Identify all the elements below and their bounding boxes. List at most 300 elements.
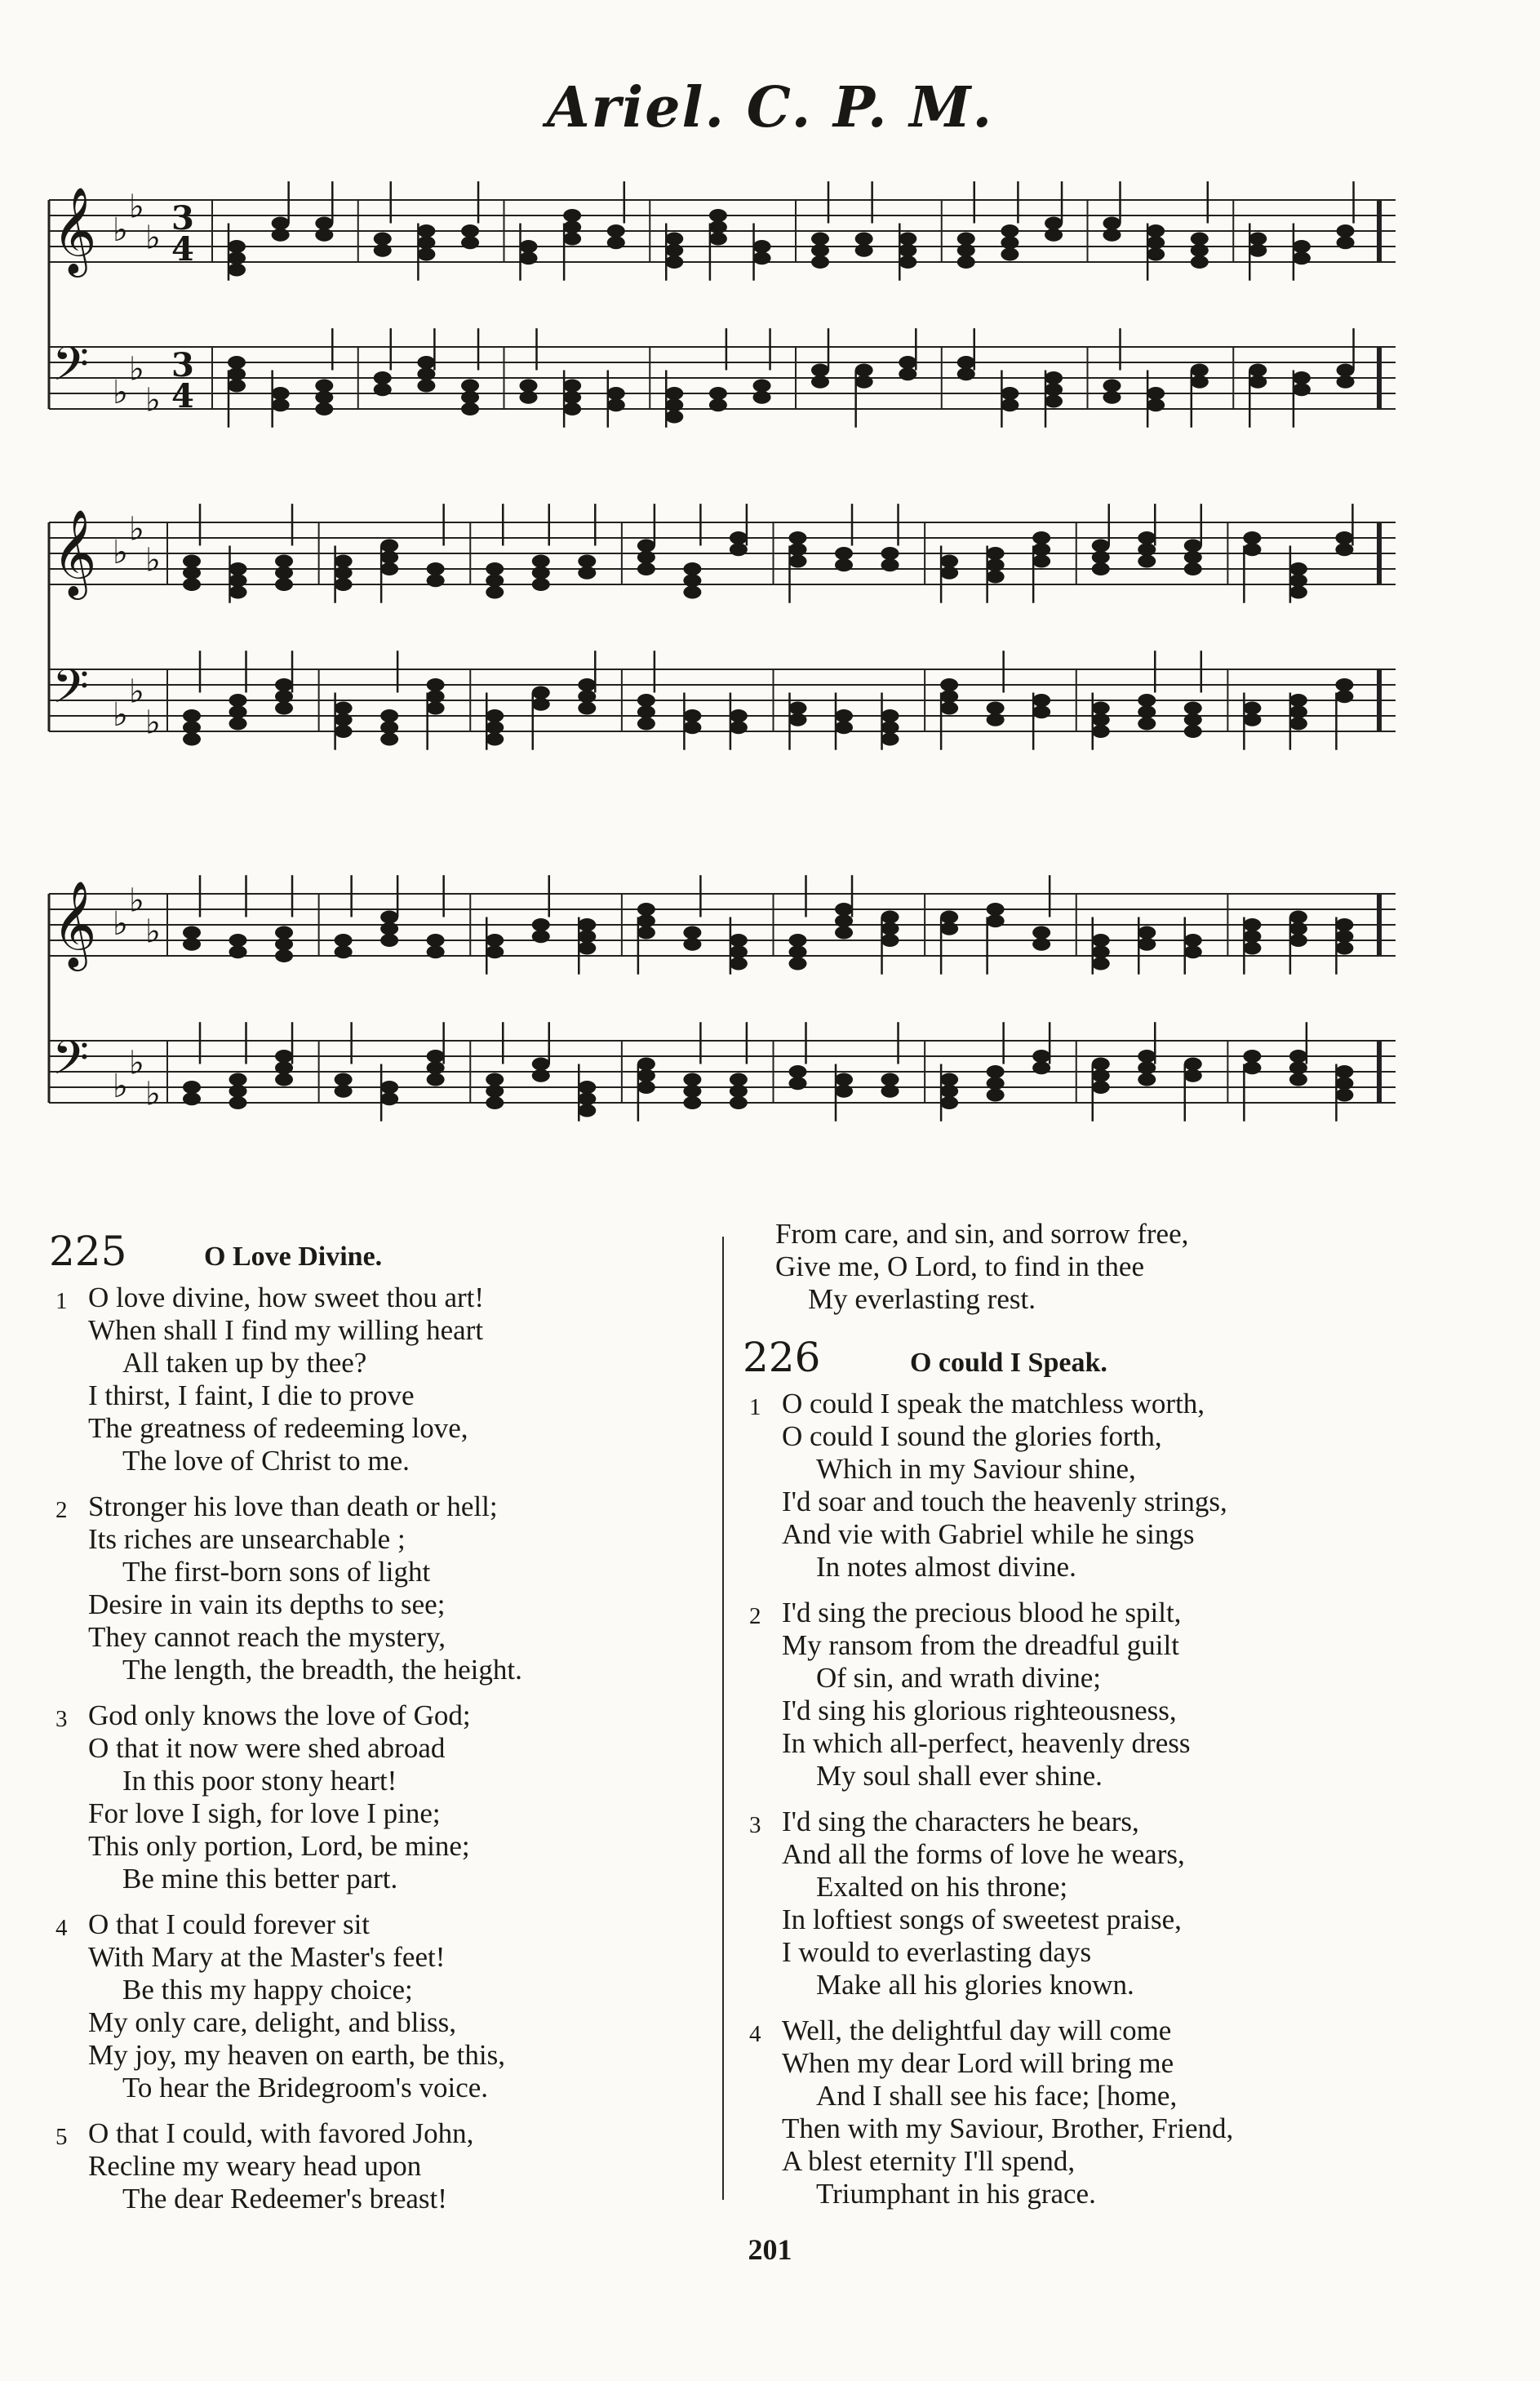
note-head-icon (709, 209, 727, 222)
note-head-icon (1045, 395, 1063, 408)
note-head-icon (957, 367, 975, 380)
note-head-icon (1147, 248, 1165, 261)
note-head-icon (835, 709, 853, 722)
note-head-icon (520, 240, 538, 253)
note-head-icon (427, 934, 445, 947)
bass-clef-icon: 𝄢 (52, 1030, 90, 1097)
note-head-icon (563, 220, 581, 233)
verse-line: I'd soar and touch the heavenly strings, (782, 1486, 1227, 1517)
note-head-icon (272, 217, 290, 230)
note-head-icon (380, 733, 398, 746)
note-head-icon (940, 566, 958, 580)
note-head-icon (789, 555, 807, 568)
note-head-icon (665, 398, 683, 411)
note-head-icon (899, 367, 916, 380)
verse-line: Desire in vain its depths to see; (88, 1588, 446, 1620)
note-head-icon (881, 911, 899, 924)
note-head-icon (987, 1065, 1005, 1078)
note-head-icon (1335, 543, 1353, 556)
verse-line: Of sin, and wrath divine; (816, 1662, 1101, 1694)
note-head-icon (1103, 217, 1121, 230)
flat-icon: ♭ (113, 374, 128, 411)
verse-line: For love I sigh, for love I pine; (88, 1797, 441, 1829)
note-head-icon (637, 705, 655, 718)
note-head-icon (1184, 551, 1202, 564)
note-head-icon (532, 698, 550, 711)
note-head-icon (1001, 398, 1019, 411)
note-head-icon (380, 934, 398, 947)
note-head-icon (1147, 236, 1165, 249)
note-head-icon (228, 380, 246, 393)
note-head-icon (520, 391, 538, 404)
note-head-icon (532, 1058, 550, 1071)
verse (49, 1908, 702, 2104)
music-system-1 (49, 184, 1396, 478)
note-head-icon (486, 562, 504, 575)
verse-line: In which all-perfect, heavenly dress (782, 1727, 1191, 1759)
verse-line: All taken up by thee? (122, 1347, 367, 1379)
note-head-icon (940, 1096, 958, 1109)
note-head-icon (532, 1069, 550, 1082)
note-head-icon (315, 380, 333, 393)
note-head-icon (811, 375, 829, 389)
verse-line: 1 O could I speak the matchless worth, (743, 1388, 1396, 1420)
note-head-icon (578, 1092, 596, 1105)
note-head-icon (427, 1073, 445, 1086)
note-head-icon (637, 914, 655, 927)
verse-line: My soul shall ever shine. (816, 1760, 1103, 1792)
verse (49, 1490, 702, 1686)
note-head-icon (987, 903, 1005, 916)
note-head-icon (899, 255, 916, 269)
time-signature-digit: 4 (171, 377, 194, 415)
verse-line: O could I sound the glories forth, (782, 1420, 1162, 1452)
note-head-icon (563, 209, 581, 222)
note-head-icon (1138, 543, 1156, 556)
note-head-icon (1184, 725, 1202, 738)
note-head-icon (1289, 1050, 1307, 1063)
verse-line: I'd sing his glorious righteousness, (782, 1695, 1177, 1726)
note-head-icon (380, 1092, 398, 1105)
note-head-icon (1032, 1050, 1050, 1063)
note-head-icon (183, 721, 201, 734)
verse (743, 2015, 1396, 2210)
note-head-icon (315, 391, 333, 404)
note-head-icon (486, 1096, 504, 1109)
note-head-icon (753, 380, 771, 393)
verse-line: They cannot reach the mystery, (88, 1621, 446, 1653)
note-head-icon (899, 356, 916, 369)
note-head-icon (1289, 586, 1307, 599)
note-head-icon (229, 705, 247, 718)
note-head-icon (461, 236, 479, 249)
note-head-icon (335, 702, 353, 715)
note-head-icon (380, 1081, 398, 1094)
verse-line: My everlasting rest. (808, 1283, 1036, 1315)
note-head-icon (532, 566, 550, 580)
note-head-icon (1138, 717, 1156, 731)
note-head-icon (987, 547, 1005, 560)
note-head-icon (709, 398, 727, 411)
note-head-icon (811, 364, 829, 377)
note-head-icon (881, 558, 899, 571)
note-head-icon (335, 945, 353, 958)
verse-line: Its riches are unsearchable ; (88, 1523, 406, 1555)
note-head-icon (1249, 364, 1267, 377)
verse-line: O that it now were shed abroad (88, 1732, 446, 1764)
note-head-icon (461, 224, 479, 238)
note-head-icon (637, 1081, 655, 1094)
note-head-icon (1335, 930, 1353, 943)
page-number: 201 (748, 2233, 792, 2266)
verse-line: From care, and sin, and sorrow free, (775, 1218, 1189, 1250)
note-head-icon (335, 934, 353, 947)
note-head-icon (417, 367, 435, 380)
note-head-icon (1001, 236, 1019, 249)
verse-line: And all the forms of love he wears, (782, 1838, 1185, 1870)
verse-line: Be mine this better part. (122, 1863, 398, 1895)
note-head-icon (789, 1065, 807, 1078)
verse-line: When shall I find my willing heart (88, 1314, 484, 1346)
note-head-icon (563, 233, 581, 246)
note-head-icon (709, 387, 727, 400)
note-head-icon (427, 1050, 445, 1063)
note-head-icon (940, 1085, 958, 1098)
hymn-title: O could I Speak. (910, 1348, 1107, 1378)
note-head-icon (855, 375, 873, 389)
note-head-icon (811, 244, 829, 257)
note-head-icon (1293, 371, 1311, 384)
note-head-icon (1335, 1065, 1353, 1078)
note-head-icon (1243, 918, 1261, 931)
flat-icon: ♭ (145, 219, 161, 257)
note-head-icon (1032, 705, 1050, 718)
flat-icon: ♭ (145, 1075, 161, 1113)
note-head-icon (1335, 690, 1353, 703)
verse-line: Triumphant in his grace. (816, 2178, 1096, 2210)
music-system-3 (49, 877, 1396, 1171)
verse-line: Be this my happy choice; (122, 1974, 413, 2006)
note-head-icon (275, 1061, 293, 1074)
note-head-icon (272, 229, 290, 242)
note-head-icon (532, 555, 550, 568)
note-head-icon (1092, 957, 1110, 971)
note-head-icon (1138, 1050, 1156, 1063)
verse-line: Then with my Saviour, Brother, Friend, (782, 2112, 1234, 2144)
note-head-icon (1289, 562, 1307, 575)
note-head-icon (835, 547, 853, 560)
flat-icon: ♭ (145, 381, 161, 420)
note-head-icon (987, 1089, 1005, 1102)
note-head-icon (380, 911, 398, 924)
note-head-icon (637, 540, 655, 553)
note-head-icon (789, 1077, 807, 1090)
note-head-icon (607, 398, 625, 411)
note-head-icon (835, 1085, 853, 1098)
note-head-icon (789, 934, 807, 947)
note-head-icon (275, 926, 293, 940)
note-head-icon (1337, 224, 1355, 238)
verse-number: 2 (749, 1603, 761, 1629)
verse-line: And vie with Gabriel while he sings (782, 1518, 1195, 1550)
note-head-icon (380, 709, 398, 722)
note-head-icon (881, 547, 899, 560)
note-head-icon (665, 233, 683, 246)
note-head-icon (987, 571, 1005, 584)
note-head-icon (272, 398, 290, 411)
note-head-icon (1191, 255, 1209, 269)
note-head-icon (899, 244, 916, 257)
note-head-icon (486, 574, 504, 587)
flat-icon: ♭ (129, 673, 144, 711)
flat-icon: ♭ (145, 913, 161, 951)
flat-icon: ♭ (129, 350, 144, 389)
note-head-icon (683, 1096, 701, 1109)
note-head-icon (1289, 574, 1307, 587)
note-head-icon (1289, 934, 1307, 947)
hymn-225-column (49, 1224, 702, 2228)
note-head-icon (1335, 1077, 1353, 1090)
note-head-icon (1243, 930, 1261, 943)
flat-icon: ♭ (145, 704, 161, 742)
note-head-icon (229, 945, 247, 958)
verse-line: Make all his glories known. (816, 1969, 1134, 2001)
note-head-icon (881, 721, 899, 734)
note-head-icon (578, 1081, 596, 1094)
note-head-icon (427, 678, 445, 691)
note-head-icon (1138, 926, 1156, 940)
note-head-icon (1032, 694, 1050, 707)
verse-line: 5 O that I could, with favored John, (49, 2117, 702, 2150)
note-head-icon (461, 402, 479, 415)
note-head-icon (427, 574, 445, 587)
note-head-icon (1092, 713, 1110, 726)
verse-line: In this poor stony heart! (122, 1765, 397, 1797)
note-head-icon (1001, 224, 1019, 238)
bass-clef-icon: 𝄢 (52, 336, 90, 403)
verse-line: 3 God only knows the love of God; (49, 1699, 702, 1732)
note-head-icon (486, 945, 504, 958)
note-head-icon (417, 380, 435, 393)
note-head-icon (315, 402, 333, 415)
note-head-icon (683, 721, 701, 734)
hymn-heading (743, 1334, 1396, 1381)
treble-clef-icon: 𝄞 (52, 509, 97, 596)
note-head-icon (1092, 540, 1110, 553)
note-head-icon (578, 930, 596, 943)
verse (743, 1388, 1396, 1584)
note-head-icon (607, 387, 625, 400)
note-head-icon (1293, 383, 1311, 396)
note-head-icon (1184, 702, 1202, 715)
note-head-icon (380, 922, 398, 935)
note-head-icon (753, 391, 771, 404)
note-head-icon (229, 694, 247, 707)
note-head-icon (380, 551, 398, 564)
note-head-icon (665, 411, 683, 424)
verse-line: My only care, delight, and bliss, (88, 2006, 457, 2038)
note-head-icon (380, 540, 398, 553)
note-head-icon (881, 922, 899, 935)
note-head-icon (1335, 531, 1353, 544)
note-head-icon (1092, 1058, 1110, 1071)
note-head-icon (1032, 555, 1050, 568)
flat-icon: ♭ (113, 534, 128, 571)
note-head-icon (275, 938, 293, 951)
note-head-icon (335, 1073, 353, 1086)
hymn-number: 225 (49, 1228, 127, 1275)
note-head-icon (835, 914, 853, 927)
note-head-icon (183, 566, 201, 580)
note-head-icon (183, 926, 201, 940)
note-head-icon (987, 558, 1005, 571)
verse-number: 4 (55, 1915, 68, 1941)
note-head-icon (275, 578, 293, 591)
note-head-icon (1289, 705, 1307, 718)
time-signature-digit: 4 (171, 230, 194, 269)
verse-line: Which in my Saviour shine, (816, 1453, 1136, 1485)
note-head-icon (374, 383, 392, 396)
note-head-icon (709, 233, 727, 246)
verse-number: 3 (55, 1706, 68, 1732)
column-divider (722, 1237, 724, 2200)
note-head-icon (940, 1073, 958, 1086)
note-head-icon (335, 566, 353, 580)
note-head-icon (1243, 942, 1261, 955)
note-head-icon (532, 578, 550, 591)
note-head-icon (987, 713, 1005, 726)
note-head-icon (1045, 371, 1063, 384)
note-head-icon (427, 690, 445, 703)
note-head-icon (881, 1073, 899, 1086)
note-head-icon (183, 709, 201, 722)
note-head-icon (665, 387, 683, 400)
note-head-icon (532, 918, 550, 931)
note-head-icon (637, 926, 655, 940)
verse-line: 3 I'd sing the characters he bears, (743, 1806, 1396, 1838)
note-head-icon (563, 380, 581, 393)
note-head-icon (486, 733, 504, 746)
note-head-icon (637, 551, 655, 564)
note-head-icon (1138, 1073, 1156, 1086)
note-head-icon (486, 1073, 504, 1086)
note-head-icon (789, 945, 807, 958)
note-head-icon (881, 934, 899, 947)
note-head-icon (417, 224, 435, 238)
treble-clef-icon: 𝄞 (52, 880, 97, 967)
note-head-icon (1032, 938, 1050, 951)
note-head-icon (1249, 375, 1267, 389)
note-head-icon (578, 678, 596, 691)
note-head-icon (229, 1085, 247, 1098)
flat-icon: ♭ (129, 882, 144, 920)
note-head-icon (380, 721, 398, 734)
note-head-icon (957, 233, 975, 246)
note-head-icon (461, 380, 479, 393)
note-head-icon (1191, 244, 1209, 257)
note-head-icon (940, 678, 958, 691)
note-head-icon (683, 1073, 701, 1086)
note-head-icon (417, 236, 435, 249)
note-head-icon (486, 934, 504, 947)
note-head-icon (532, 686, 550, 700)
verse-line: The love of Christ to me. (122, 1445, 410, 1477)
flat-icon: ♭ (129, 188, 144, 226)
note-head-icon (1147, 224, 1165, 238)
note-head-icon (881, 709, 899, 722)
note-head-icon (520, 251, 538, 264)
note-head-icon (486, 586, 504, 599)
verse-number: 5 (55, 2124, 68, 2150)
note-head-icon (427, 562, 445, 575)
note-head-icon (683, 709, 701, 722)
note-head-icon (229, 717, 247, 731)
verse (743, 1218, 1396, 1316)
note-head-icon (275, 555, 293, 568)
note-head-icon (1243, 531, 1261, 544)
note-head-icon (486, 709, 504, 722)
note-head-icon (957, 356, 975, 369)
note-head-icon (665, 255, 683, 269)
music-notation (49, 506, 1396, 800)
verse (743, 1597, 1396, 1792)
verse-line: Give me, O Lord, to find in thee (775, 1250, 1144, 1282)
note-head-icon (1184, 562, 1202, 575)
verse-line: This only portion, Lord, be mine; (88, 1830, 470, 1862)
note-head-icon (1289, 1073, 1307, 1086)
note-head-icon (1184, 1069, 1202, 1082)
note-head-icon (1147, 398, 1165, 411)
note-head-icon (578, 918, 596, 931)
note-head-icon (229, 1073, 247, 1086)
note-head-icon (683, 1085, 701, 1098)
note-head-icon (940, 911, 958, 924)
note-head-icon (730, 709, 748, 722)
treble-clef-icon: 𝄞 (52, 186, 97, 273)
note-head-icon (637, 562, 655, 575)
flat-icon: ♭ (129, 1044, 144, 1082)
note-head-icon (1184, 713, 1202, 726)
note-head-icon (578, 566, 596, 580)
note-head-icon (275, 949, 293, 962)
verse-line: With Mary at the Master's feet! (88, 1941, 446, 1973)
note-head-icon (789, 957, 807, 971)
flat-icon: ♭ (113, 905, 128, 943)
note-head-icon (709, 220, 727, 233)
note-head-icon (578, 555, 596, 568)
note-head-icon (272, 387, 290, 400)
note-head-icon (987, 1077, 1005, 1090)
note-head-icon (486, 721, 504, 734)
note-head-icon (374, 233, 392, 246)
note-head-icon (1092, 562, 1110, 575)
note-head-icon (578, 942, 596, 955)
flat-icon: ♭ (113, 696, 128, 734)
note-head-icon (1103, 391, 1121, 404)
note-head-icon (835, 1073, 853, 1086)
note-head-icon (665, 244, 683, 257)
note-head-icon (1191, 233, 1209, 246)
note-head-icon (683, 562, 701, 575)
verse-line: 2 I'd sing the precious blood he spilt, (743, 1597, 1396, 1629)
note-head-icon (1184, 1058, 1202, 1071)
verse-line: The dear Redeemer's breast! (122, 2183, 447, 2214)
note-head-icon (1103, 229, 1121, 242)
note-head-icon (1184, 540, 1202, 553)
verse-line: Exalted on his throne; (816, 1871, 1068, 1903)
note-head-icon (1001, 248, 1019, 261)
note-head-icon (1138, 1061, 1156, 1074)
